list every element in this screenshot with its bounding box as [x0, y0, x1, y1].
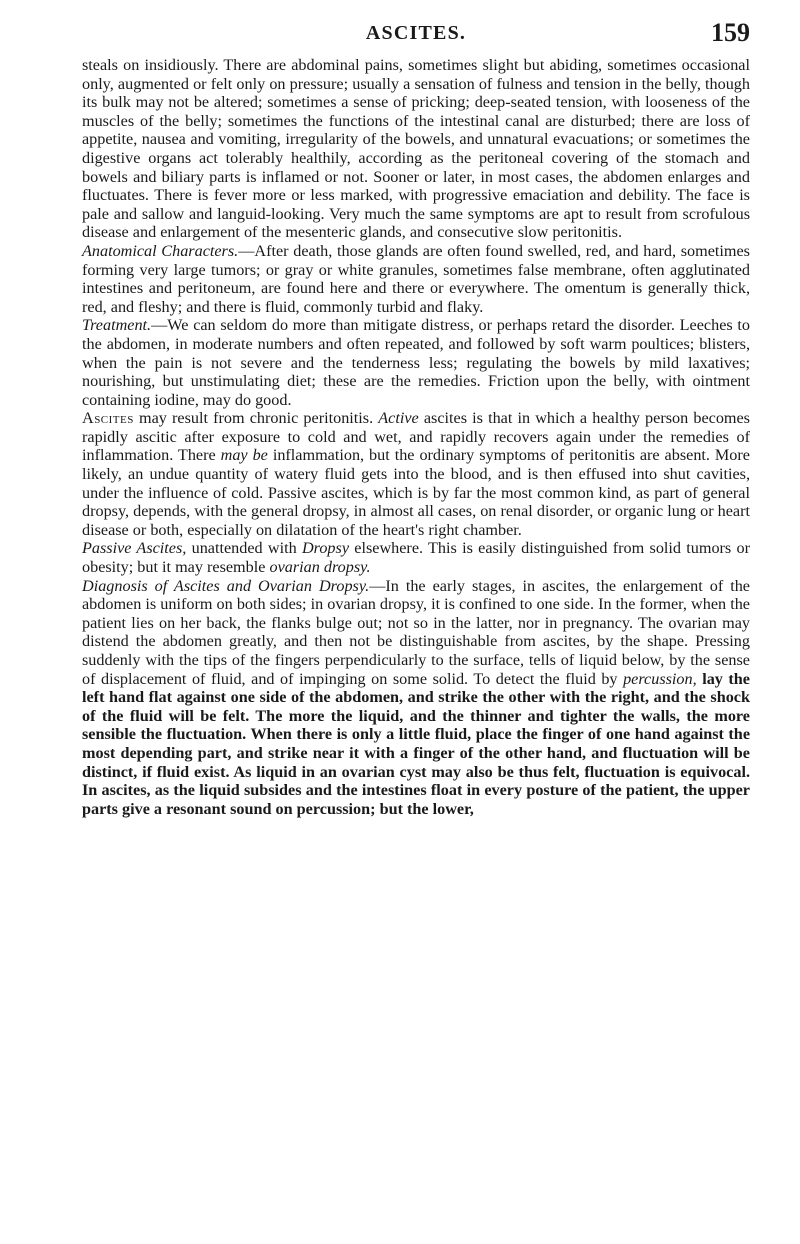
- paragraph-text: —After death, those glands are often found swelled, red, and hard, sometimes forming very large tumors; or gray or white granules, sometimes false membrane, often agglutinated intestines and peritoneum, are found here and there or everywhere. The omentum is generally thick, red, and fleshy; and there is fluid, commonly turbid and flaky.: [82, 241, 750, 316]
- paragraph-text: —We can seldom do more than mitigate distress, or perhaps retard the disorder. Leeches to the abdomen, in moderate numbers and often repeated, and followed by soft warm poultices; blisters, when the pain is not severe and the tenderness less; regulating the bowels by mild laxatives; nourishing, but unstimulating diet; these are the remedies. Friction upon the belly, with ointment containing iodine, may do good.: [82, 316, 750, 409]
- paragraph-anatomical-characters: [82, 242, 750, 316]
- paragraph-treatment: [82, 316, 750, 409]
- emphasis-ovarian-dropsy: ovarian dropsy.: [269, 558, 371, 577]
- paragraph-ascites: [82, 409, 750, 539]
- emphasis-dropsy: Dropsy: [301, 539, 350, 558]
- paragraph-text: ascites is that in which a healthy person becomes rapidly ascitic after exposure to cold and wet, and rapidly recovers again under the remedies of inflammation. There: [82, 409, 750, 465]
- section-heading: Diagnosis of Ascites and Ovarian Dropsy.: [82, 576, 370, 595]
- paragraph-text: steals on insidiously. There are abdominal pains, sometimes slight but abiding, sometimes occasional only, augmented or felt only on pressure; usually a sensation of fulness and tension in the belly, though its bulk may not be altered; sometimes a sense of pricking; deep-seated tension, with looseness of the muscles of the belly; sometimes the functions of the intestinal canal are disturbed; there are loss of appetite, nausea and vomiting, irregularity of the bowels, and unnatural evacuations; or sometimes the digestive organs act tolerably healthily, according as the peritoneal covering of the stomach and bowels and biliary parts is inflamed or not. Sooner or later, in most cases, the abdomen enlarges and fluctuates. There is fever more or less marked, with progressive emaciation and debility. The face is pale and sallow and languid-looking. Very much the same symptoms are apt to result from scrofulous disease and enlargement of the mesenteric glands, and consecutive slow peritonitis.: [82, 56, 750, 242]
- chapter-title: ASCITES.: [365, 22, 467, 44]
- paragraph-symptoms: [82, 56, 750, 242]
- paragraph-passive-ascites: [82, 539, 750, 576]
- section-heading: Anatomical Characters.: [82, 241, 239, 260]
- emphasis-percussion: percussion,: [623, 669, 697, 688]
- running-head: [82, 16, 750, 50]
- paragraph-text: may result from chronic peritonitis.: [133, 409, 379, 428]
- section-heading: Passive Ascites,: [82, 539, 187, 558]
- emphasis-may-be: may be: [220, 446, 268, 465]
- paragraph-text: unattended with: [186, 539, 302, 558]
- section-lead: Ascites: [82, 409, 134, 428]
- paragraph-text: inflammation, but the ordinary symptoms of peritonitis are absent. More likely, an undue quantity of watery fluid gets into the blood, and is then effused into shut cavities, under the influence of cold. Passive ascites, which is by far the most common kind, as part of general dropsy, depends, with the general dropsy, in almost all cases, on renal disorder, or organic lung or heart disease or both, especially on dilatation of the heart's right chamber.: [82, 446, 750, 539]
- page-number: 159: [711, 18, 750, 47]
- paragraph-text: lay the left hand flat against one side of the abdomen, and strike the other with the right, and the shock of the fluid will be felt. The more the liquid, and the thinner and tighter the walls, the more sensible the fluctuation. When there is only a little fluid, place the finger of one hand against the most depending part, and strike near it with a finger of the other hand, and fluctuation will be distinct, if fluid exist. As liquid in an ovarian cyst may also be thus felt, fluctuation is equivocal. In ascites, as the liquid subsides and the intestines float in every posture of the patient, the upper parts give a resonant sound on percussion; but the lower,: [82, 669, 750, 818]
- body-text: [82, 56, 750, 818]
- paragraph-text: elsewhere. This is easily distinguished from solid tumors or obesity; but it may resemble: [82, 539, 750, 577]
- section-heading: Treatment.: [82, 316, 152, 335]
- paragraph-text: —In the early stages, in ascites, the enlargement of the abdomen is uniform on both sides; in ovarian dropsy, it is confined to one side. In the former, when the patient lies on her back, the flanks bulge out; not so in the latter, nor in pregnancy. The ovarian may distend the abdomen greatly, and then not be distinguishable from ascites, by the shape. Pressing suddenly with the tips of the fingers perpendicularly to the surface, tells of liquid below, by the sense of displacement of fluid, and of impinging on some solid. To detect the fluid by: [82, 576, 750, 688]
- paragraph-diagnosis: [82, 577, 750, 819]
- emphasis-active: Active: [378, 409, 419, 428]
